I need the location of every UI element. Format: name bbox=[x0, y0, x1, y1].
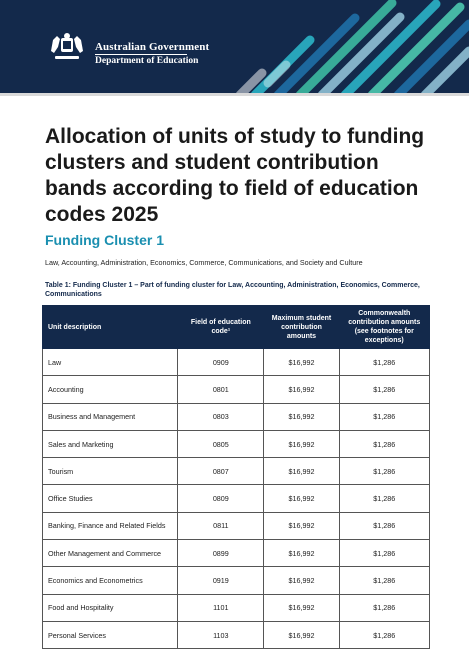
table-body bbox=[43, 349, 430, 649]
commonwealth-contribution: $1,286 bbox=[339, 540, 429, 567]
max-contribution: $16,992 bbox=[264, 430, 339, 457]
title-line: clusters and student contribution bbox=[45, 151, 379, 174]
max-contribution: $16,992 bbox=[264, 349, 339, 376]
page-title bbox=[45, 124, 425, 228]
max-contribution: $16,992 bbox=[264, 376, 339, 403]
field-code: 0807 bbox=[178, 458, 264, 485]
header-banner bbox=[0, 0, 469, 95]
max-contribution: $16,992 bbox=[264, 621, 339, 648]
unit-description: Tourism bbox=[43, 458, 178, 485]
field-code: 0801 bbox=[178, 376, 264, 403]
table-row bbox=[43, 403, 430, 430]
commonwealth-contribution: $1,286 bbox=[339, 458, 429, 485]
max-contribution: $16,992 bbox=[264, 512, 339, 539]
table-header-row bbox=[43, 306, 430, 349]
unit-description: Office Studies bbox=[43, 485, 178, 512]
intro-text: Law, Accounting, Administration, Economics, Commerce, Communications, and Society and Culture bbox=[45, 258, 363, 267]
field-code: 0803 bbox=[178, 403, 264, 430]
commonwealth-contribution: $1,286 bbox=[339, 485, 429, 512]
funding-table bbox=[42, 305, 430, 649]
commonwealth-contribution: $1,286 bbox=[339, 512, 429, 539]
unit-description: Food and Hospitality bbox=[43, 594, 178, 621]
field-code: 0899 bbox=[178, 540, 264, 567]
commonwealth-contribution: $1,286 bbox=[339, 403, 429, 430]
table-row bbox=[43, 376, 430, 403]
header-field-code: Field of education code¹ bbox=[178, 306, 264, 349]
max-contribution: $16,992 bbox=[264, 540, 339, 567]
max-contribution: $16,992 bbox=[264, 567, 339, 594]
unit-description: Law bbox=[43, 349, 178, 376]
unit-description: Economics and Econometrics bbox=[43, 567, 178, 594]
table-row bbox=[43, 430, 430, 457]
header-unit-description: Unit description bbox=[43, 306, 178, 349]
table-row bbox=[43, 349, 430, 376]
field-code: 0909 bbox=[178, 349, 264, 376]
title-line: codes 2025 bbox=[45, 203, 159, 226]
table-row bbox=[43, 512, 430, 539]
title-line: bands according to field of education bbox=[45, 177, 419, 200]
table-row bbox=[43, 458, 430, 485]
table-row bbox=[43, 594, 430, 621]
unit-description: Sales and Marketing bbox=[43, 430, 178, 457]
commonwealth-contribution: $1,286 bbox=[339, 376, 429, 403]
government-name: Australian Government bbox=[95, 41, 210, 53]
unit-description: Other Management and Commerce bbox=[43, 540, 178, 567]
department-name: Department of Education bbox=[95, 56, 199, 66]
unit-description: Banking, Finance and Related Fields bbox=[43, 512, 178, 539]
commonwealth-crest-icon bbox=[45, 32, 89, 64]
section-heading: Funding Cluster 1 bbox=[45, 232, 164, 248]
max-contribution: $16,992 bbox=[264, 485, 339, 512]
banner-rule bbox=[0, 93, 469, 96]
max-contribution: $16,992 bbox=[264, 458, 339, 485]
unit-description: Personal Services bbox=[43, 621, 178, 648]
commonwealth-contribution: $1,286 bbox=[339, 594, 429, 621]
table-row bbox=[43, 621, 430, 648]
header-commonwealth-contribution: Commonwealth contribution amounts (see footnotes for exceptions) bbox=[339, 306, 429, 349]
max-contribution: $16,992 bbox=[264, 594, 339, 621]
commonwealth-contribution: $1,286 bbox=[339, 621, 429, 648]
title-line: Allocation of units of study to funding bbox=[45, 125, 425, 148]
max-contribution: $16,992 bbox=[264, 403, 339, 430]
field-code: 0811 bbox=[178, 512, 264, 539]
commonwealth-contribution: $1,286 bbox=[339, 430, 429, 457]
field-code: 1103 bbox=[178, 621, 264, 648]
table-row bbox=[43, 540, 430, 567]
table-row bbox=[43, 485, 430, 512]
field-code: 0805 bbox=[178, 430, 264, 457]
logo-divider bbox=[95, 54, 187, 55]
commonwealth-contribution: $1,286 bbox=[339, 349, 429, 376]
commonwealth-contribution: $1,286 bbox=[339, 567, 429, 594]
field-code: 0919 bbox=[178, 567, 264, 594]
header-max-contribution: Maximum student contribution amounts bbox=[264, 306, 339, 349]
field-code: 1101 bbox=[178, 594, 264, 621]
table-row bbox=[43, 567, 430, 594]
table-caption: Table 1: Funding Cluster 1 – Part of funding cluster for Law, Accounting, Administration, Economics, Commerce, Communications bbox=[45, 282, 420, 298]
field-code: 0809 bbox=[178, 485, 264, 512]
unit-description: Accounting bbox=[43, 376, 178, 403]
unit-description: Business and Management bbox=[43, 403, 178, 430]
